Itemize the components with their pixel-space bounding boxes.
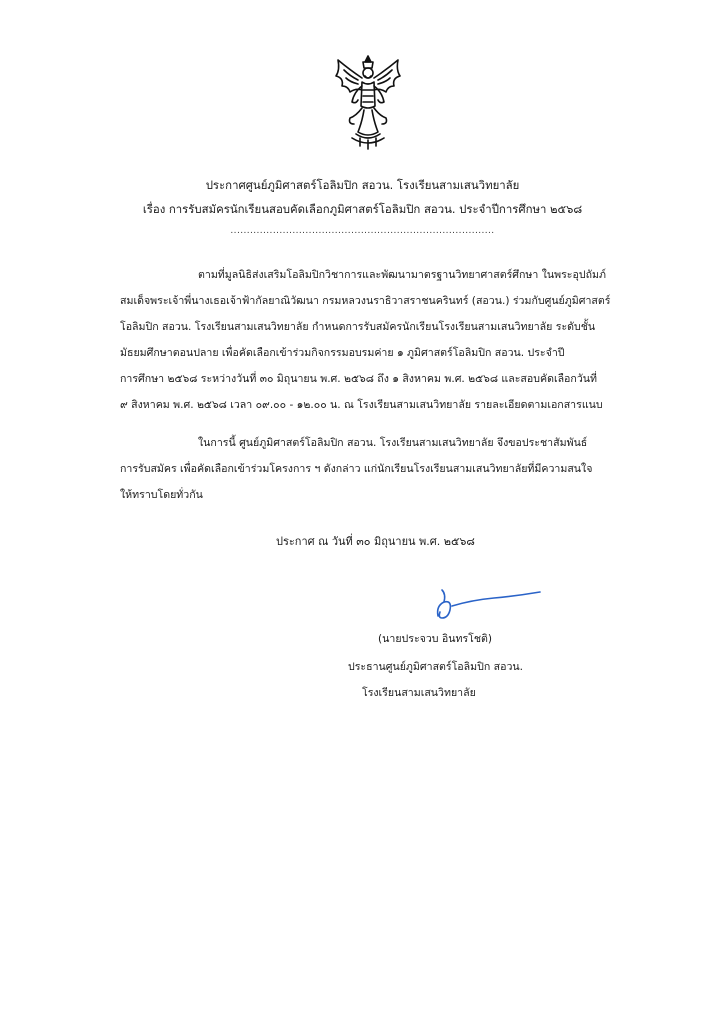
paragraph-line: ตามที่มูลนิธิส่งเสริมโอลิมปิกวิชาการและพัฒนามาตรฐานวิทยาศาสตร์ศึกษา ในพระอุปถัมภ์ [198,269,606,281]
paragraph-line: ๙ สิงหาคม พ.ศ. ๒๕๖๘ เวลา ๐๙.๐๐ - ๑๒.๐๐ น. ณ โรงเรียนสามเสนวิทยาลัย รายละเอียดตามเอกสารแนบ [120,399,603,411]
signature-image [432,586,544,626]
paragraph-line: โอลิมปิก สอวน. โรงเรียนสามเสนวิทยาลัย กำหนดการรับสมัครนักเรียนโรงเรียนสามเสนวิทยาลัย ระดับชั้น [120,321,596,333]
paragraph-line: มัธยมศึกษาตอนปลาย เพื่อคัดเลือกเข้าร่วมกิจกรรมอบรมค่าย ๑ ภูมิศาสตร์โอลิมปิก สอวน. ประจำปี [120,347,565,359]
paragraph-line: ให้ทราบโดยทั่วกัน [120,489,203,501]
signatory-name: (นายประจวบ อินทรโชติ) [378,633,493,645]
title-separator: ................................................................................. [230,226,495,236]
announcement-date: ประกาศ ณ วันที่ ๓๐ มิถุนายน พ.ศ. ๒๕๖๘ [276,535,475,548]
announcement-title: ประกาศศูนย์ภูมิศาสตร์โอลิมปิก สอวน. โรงเรียนสามเสนวิทยาลัย [205,178,520,192]
paragraph-line: สมเด็จพระเจ้าพี่นางเธอเจ้าฟ้ากัลยาณิวัฒนา กรมหลวงนราธิวาสราชนครินทร์ (สอวน.) ร่วมกับศูนย์ภูมิศาสตร์ [120,295,611,307]
announcement-subject: เรื่อง การรับสมัครนักเรียนสอบคัดเลือกภูมิศาสตร์โอลิมปิก สอวน. ประจำปีการศึกษา ๒๕๖๘ [142,202,583,216]
signatory-organization: โรงเรียนสามเสนวิทยาลัย [362,687,476,699]
paragraph-line: การรับสมัคร เพื่อคัดเลือกเข้าร่วมโครงการ ฯ ดังกล่าว แก่นักเรียนโรงเรียนสามเสนวิทยาลัยที่มีความสนใจ [120,463,593,475]
paragraph-line: การศึกษา ๒๕๖๘ ระหว่างวันที่ ๓๐ มิถุนายน พ.ศ. ๒๕๖๘ ถึง ๑ สิงหาคม พ.ศ. ๒๕๖๘ และสอบคัดเลือกวันที่ [120,373,598,385]
signatory-position: ประธานศูนย์ภูมิศาสตร์โอลิมปิก สอวน. [348,661,524,673]
paragraph-line: ในการนี้ ศูนย์ภูมิศาสตร์โอลิมปิก สอวน. โรงเรียนสามเสนวิทยาลัย จึงขอประชาสัมพันธ์ [198,437,588,449]
garuda-emblem-icon [328,52,408,152]
